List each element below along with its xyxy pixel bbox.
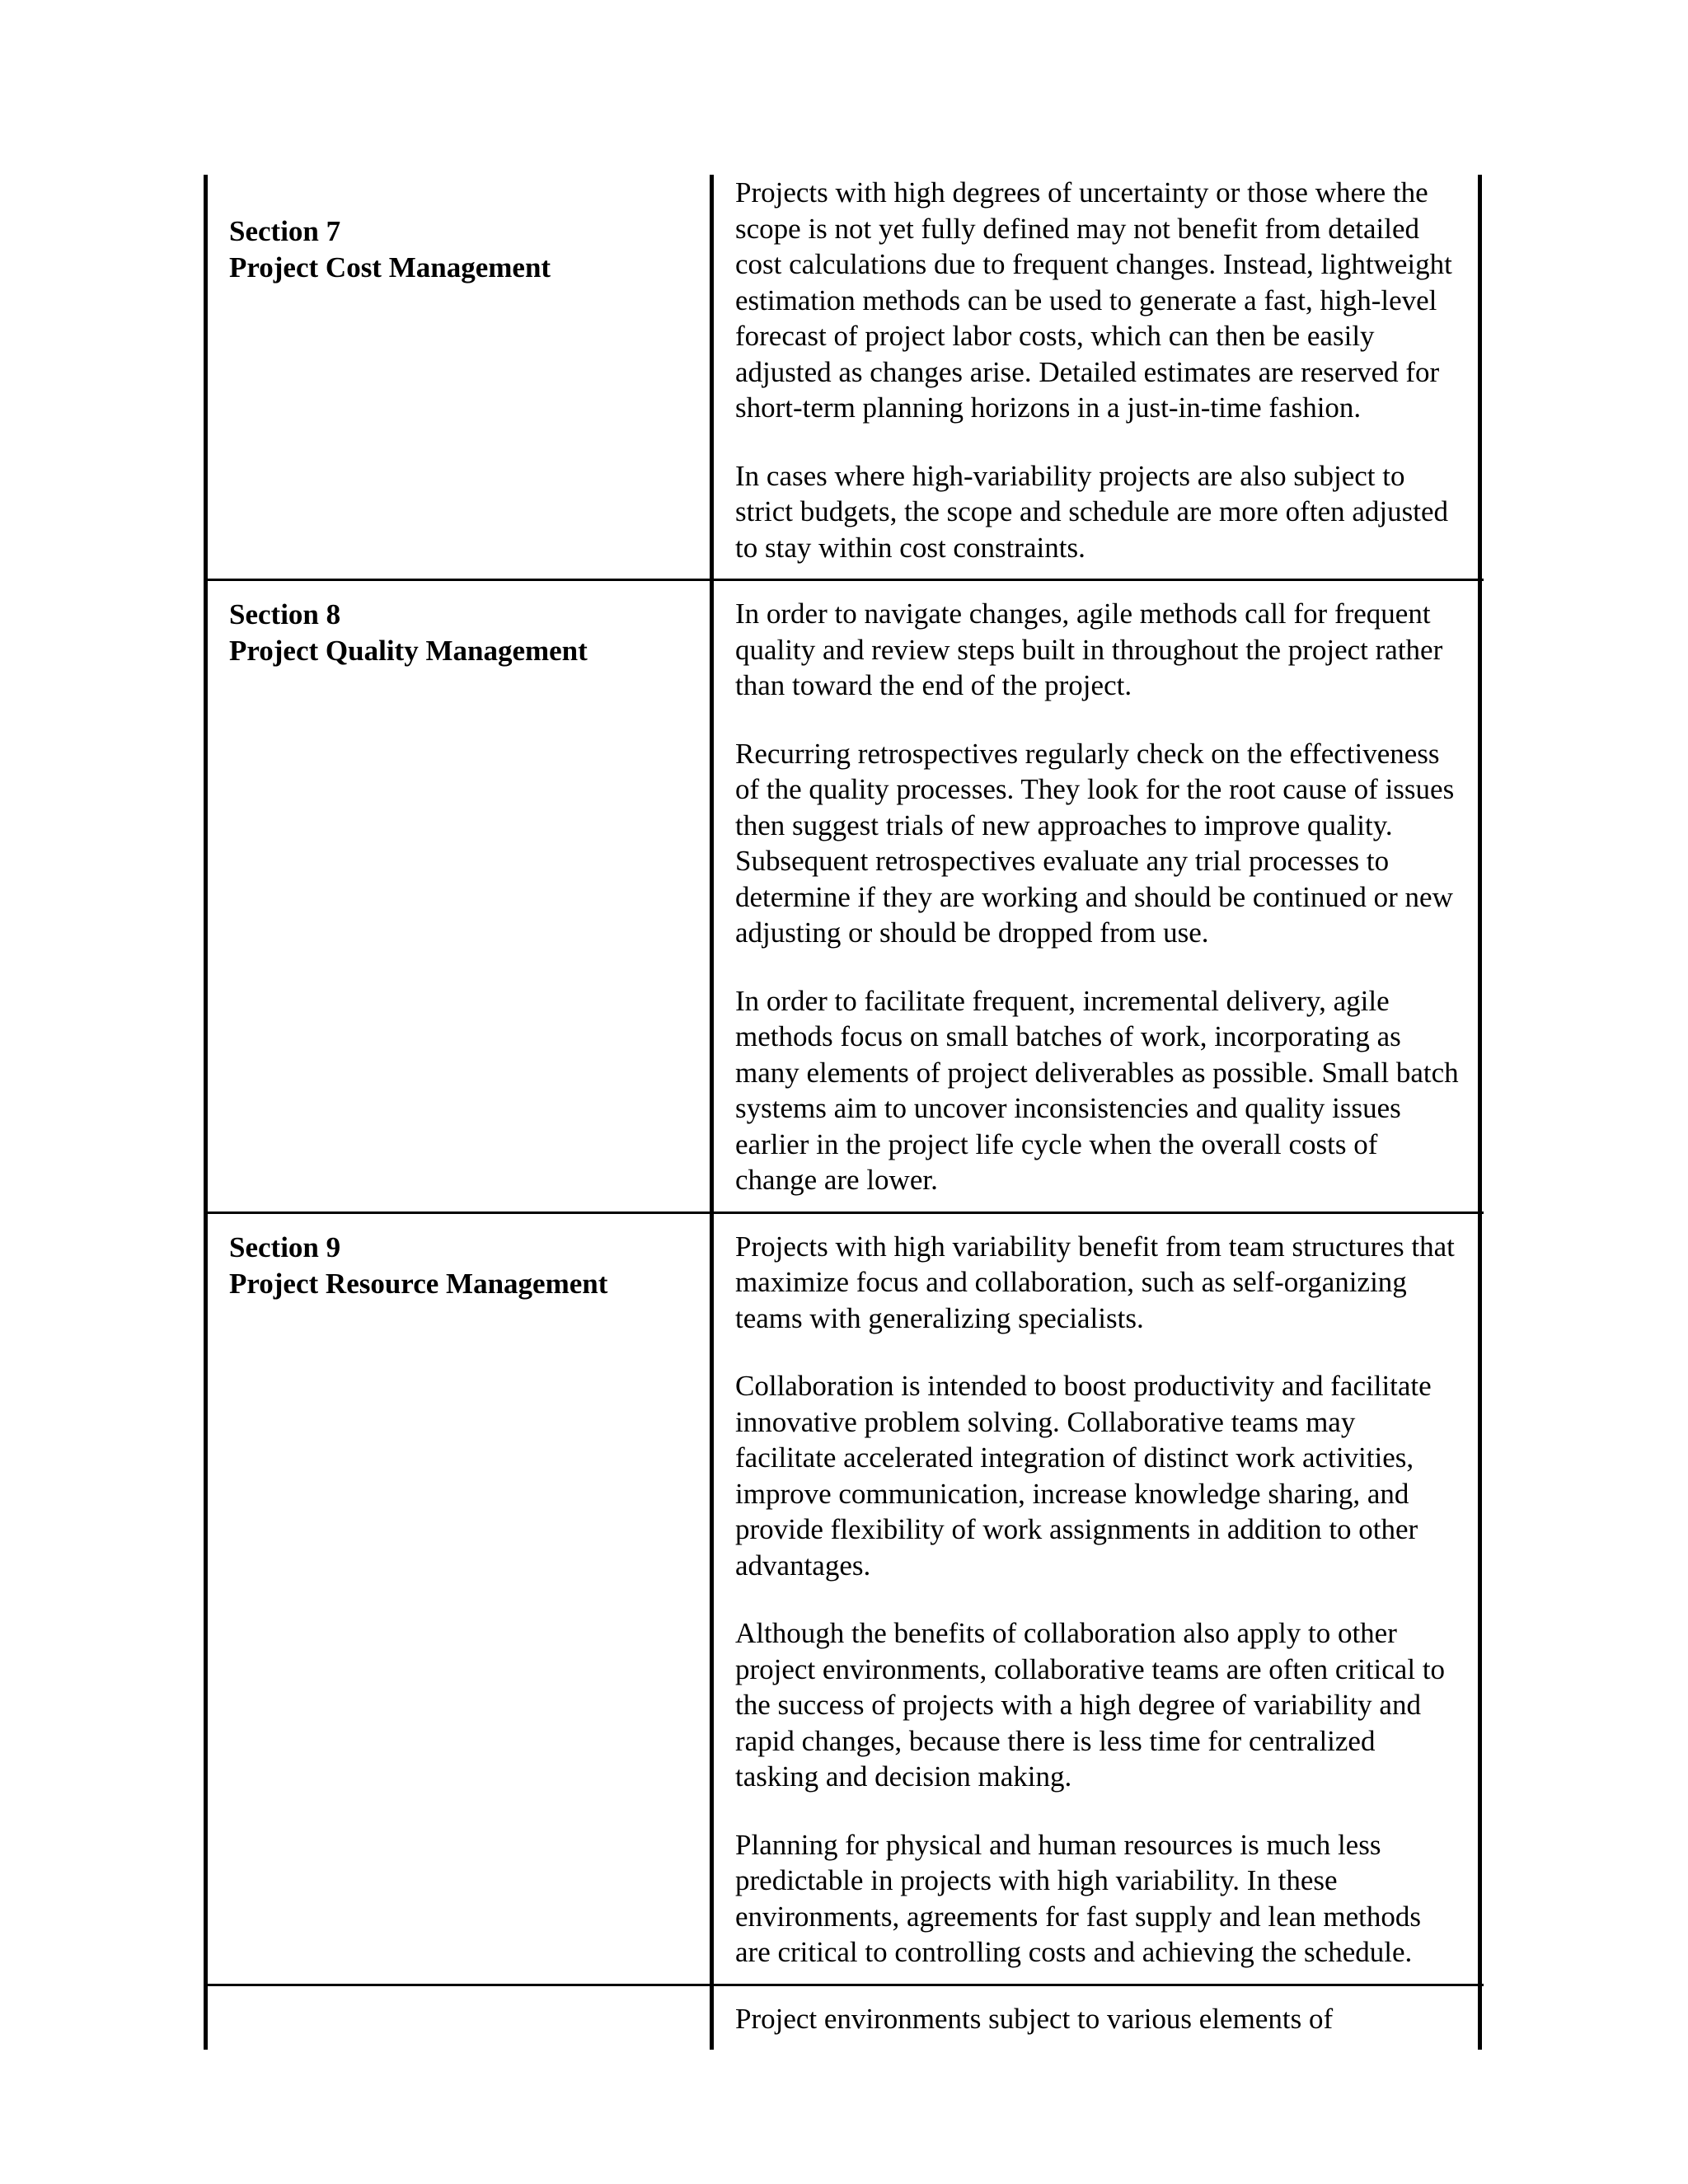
section-row-8 bbox=[204, 579, 1484, 1212]
section-number: Section 8 bbox=[229, 598, 341, 630]
section-number: Section 7 bbox=[229, 215, 341, 247]
section-row-next bbox=[204, 1984, 1484, 2050]
paragraph: In cases where high-variability projects are also subject to strict budgets, the scope and schedule are more often adjusted to stay within cost constraints. bbox=[735, 459, 1448, 564]
section-row-9 bbox=[204, 1212, 1484, 1984]
section-title: Project Resource Management bbox=[229, 1267, 608, 1300]
paragraph: In order to facilitate frequent, incremental delivery, agile methods focus on small batches of work, incorporating as many elements of project deliverables as possible. Small batch systems aim to uncover inconsistencies and quality issues earlier in the project life cycle when the overall costs of change are lower. bbox=[735, 984, 1459, 1196]
section-header-cell bbox=[204, 1986, 711, 2050]
table-grid bbox=[204, 175, 1484, 2050]
paragraph: In order to navigate changes, agile methods call for frequent quality and review steps built in throughout the project rather than toward the end of the project. bbox=[714, 581, 1478, 721]
section-row-7 bbox=[204, 175, 1484, 579]
section-table bbox=[204, 176, 1484, 2035]
paragraph: Recurring retrospectives regularly check on the effectiveness of the quality processes. They look for the root cause of issues then suggest trials of new approaches to improve quality. Subsequent retrospectives evaluate any trial processes to determine if they are working and should be continued or new adjusting or should be dropped from use. bbox=[714, 721, 1478, 968]
section-header-cell bbox=[204, 175, 711, 579]
section-header-cell bbox=[204, 581, 711, 1212]
paragraph: Although the benefits of collaboration also apply to other project environments, collaborative teams are often critical to the success of projects with a high degree of variability and rapid changes, because there is less time for centralized tasking and decision making. bbox=[714, 1601, 1478, 1812]
paragraph: Projects with high variability benefit from team structures that maximize focus and collaboration, such as self-organizing teams with generalizing specialists. bbox=[714, 1214, 1478, 1354]
section-title: Project Quality Management bbox=[229, 635, 588, 667]
section-title: Project Cost Management bbox=[229, 251, 551, 284]
section-number: Section 9 bbox=[229, 1230, 341, 1263]
section-content-cell bbox=[711, 175, 1482, 579]
section-header-cell bbox=[204, 1214, 711, 1984]
section-content-cell bbox=[711, 581, 1482, 1212]
section-content-cell bbox=[711, 1214, 1482, 1984]
paragraph: Collaboration is intended to boost productivity and facilitate innovative problem solving. Collaborative teams may facilitate accelerated integration of distinct work activities, improve communication, increase knowledge sharing, and provide flexibility of work assignments in addition to other advantages. bbox=[714, 1353, 1478, 1601]
paragraph: Planning for physical and human resources is much less predictable in projects with high variability. In these environments, agreements for fast supply and lean methods are critical to controlling costs and achieving the schedule. bbox=[735, 1828, 1422, 1968]
section-content-cell bbox=[711, 1986, 1482, 2050]
paragraph: Projects with high degrees of uncertainty or those where the scope is not yet fully defined may not benefit from detailed cost calculations due to frequent changes. Instead, lightweight estimation methods can be used to generate a fast, high-level forecast of project labor costs, which can then be easily adjusted as changes arise. Detailed estimates are reserved for short-term planning horizons in a just-in-time fashion. bbox=[714, 175, 1478, 443]
paragraph: Project environments subject to various elements of bbox=[735, 2002, 1334, 2035]
